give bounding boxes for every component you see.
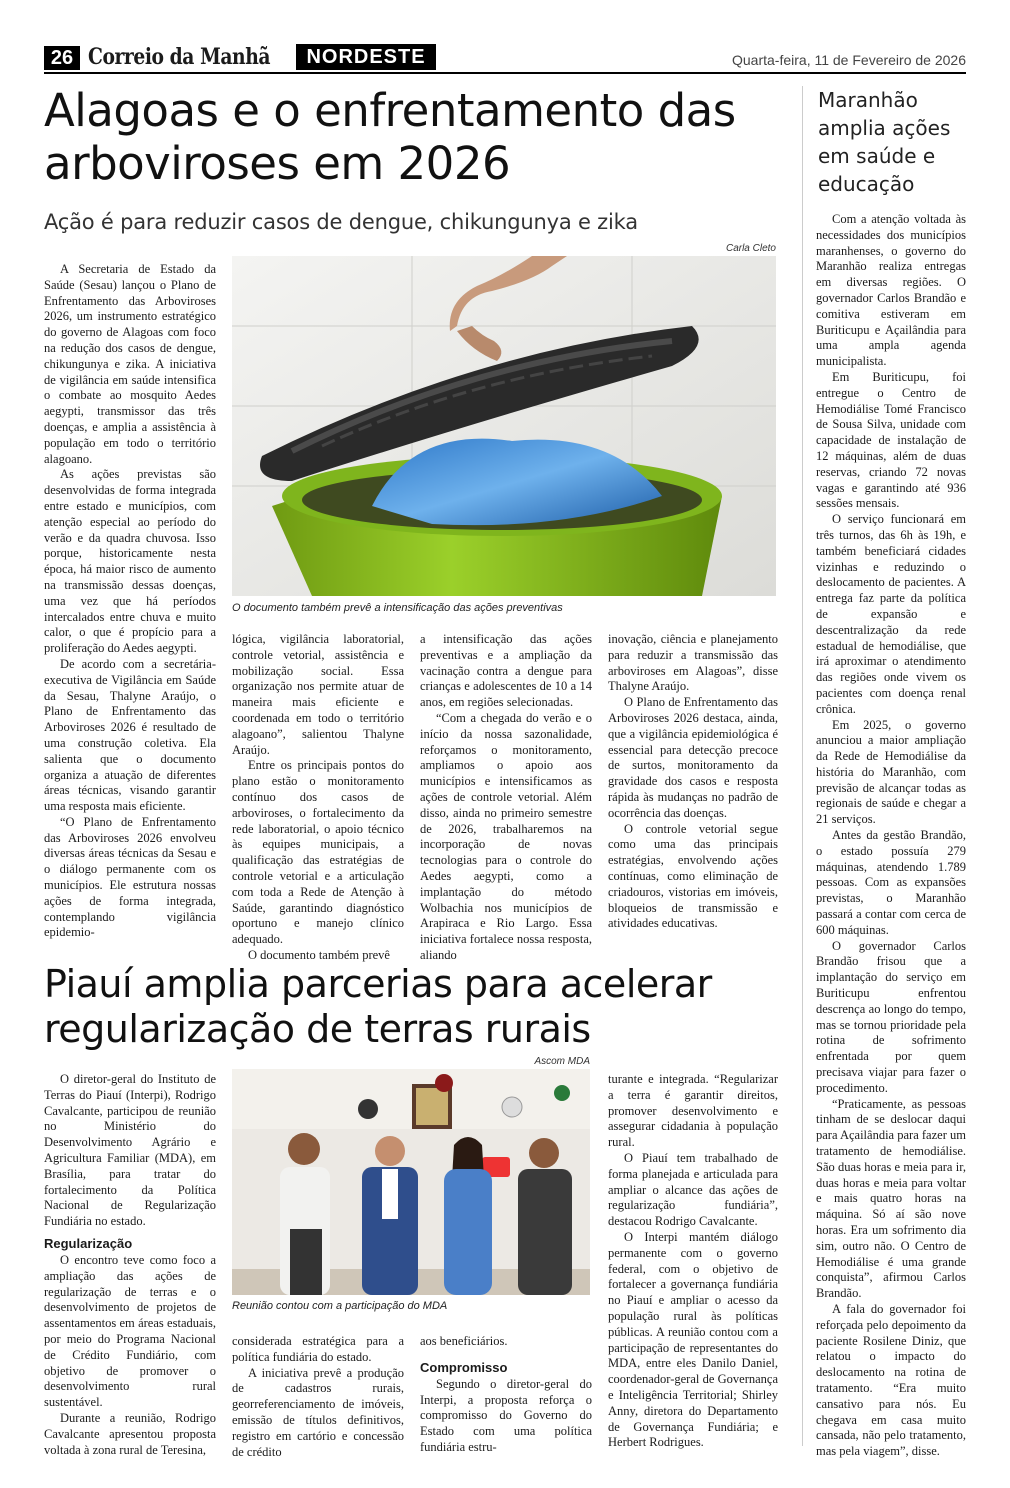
paragraph: “O Plano de Enfrentamento das Arboviroses 2026 envolveu diversas áreas técnicas da Sesau e o diálogo permanente com os municípios. Ele estrutura nossas ações de forma integrada, contemplando vigilância epidemio- xyxy=(44,814,216,940)
paragraph: O Piauí tem trabalhado de forma planejada e articulada para ampliar o alcance das ações de regularização fundiária”, destacou Rodrigo Cavalcante. xyxy=(608,1150,778,1229)
paragraph: O serviço funcionará em três turnos, das 6h às 19h, e também beneficiará cidades vizinhas e reduzindo o deslocamento de pacientes. A entrega faz parte da política de expansão e descentralização da rede estadual de hemodiálise, que irá aproximar o atendimento das regiões onde vivem os pacientes com doença renal crônica. xyxy=(816,512,966,716)
article-subheadline: Ação é para reduzir casos de dengue, chikungunya e zika xyxy=(44,210,638,234)
photo-caption-2: Reunião contou com a participação do MDA xyxy=(232,1300,448,1312)
paragraph: A iniciativa prevê a produção de cadastros rurais, georreferenciamento de imóveis, emissão de títulos definitivos, registro em cartório e concessão de crédito xyxy=(232,1365,404,1459)
newspaper-name: Correio da Manhã xyxy=(88,44,271,70)
paragraph: A Secretaria de Estado da Saúde (Sesau) lançou o Plano de Enfrentamento das Arboviroses 2026, um instrumento estratégico do governo de Alagoas com foco na redução dos casos de dengue, chikungunya e zika. A iniciativa de vigilância em saúde intensifica o combate ao mosquito Aedes aegypti, transmissor das três doenças, e amplia a assistência à população em todo o território alagoano. xyxy=(44,262,216,466)
article-column-1 xyxy=(44,262,216,941)
paragraph: considerada estratégica para a política fundiária do estado. xyxy=(232,1334,404,1364)
subhead-regularizacao: Regularização xyxy=(44,1235,133,1251)
paragraph: turante e integrada. “Regularizar a terra é garantir direitos, promover desenvolvimento e assegurar cidadania à população rural. xyxy=(608,1072,778,1150)
paragraph: O governador Carlos Brandão frisou que a implantação do serviço em Buriticupu enfrentou descrença ao longo do tempo, mas se tornou prioridade pela rotina de sofrimento enfrentada por quem precisava viajar para fazer o procedimento. xyxy=(816,938,966,1095)
paragraph: O encontro teve como foco a ampliação das ações de regularização de terras e o desenvolvimento de projetos de assentamentos em áreas estaduais, por meio do Programa Nacional de Crédito Fundiário, com objetivo de promover o desenvolvimento rural sustentável. xyxy=(44,1252,216,1410)
paragraph: A fala do governador foi reforçada pelo depoimento da paciente Rosilene Diniz, que relatou o impacto do deslocamento na rotina de tratamento. “Era muito cansativo para nós. Eu chegava em casa muito cansada, não pelo tratamento, mas pela viagem”, disse. xyxy=(816,1301,966,1459)
paragraph: Em Buriticupu, foi entregue o Centro de Hemodiálise Tomé Francisco de Sousa Silva, unidade com capacidade de instalação de 12 máquinas, além de duas reservas, criando 72 novas vagas e garantindo até 936 sessões mensais. xyxy=(816,369,966,511)
paragraph: aos beneficiários. xyxy=(420,1334,508,1348)
article-column-3 xyxy=(420,632,592,964)
paragraph: O controle vetorial segue como uma das principais estratégias, envolvendo ações contínuas, como eliminação de criadouros, vistorias em imóveis, bloqueios de transmissão e atividades educativas. xyxy=(608,821,778,931)
paragraph: De acordo com a secretária-executiva de Vigilância em Saúde da Sesau, Thalyne Araújo, o Plano de Enfrentamento das Arboviroses 2026 é resultado de uma construção coletiva. Ela salienta que o documento organiza a atuação de diferentes áreas técnicas, visando garantir uma resposta mais eficiente. xyxy=(44,656,216,814)
sidebar-column xyxy=(816,212,966,1460)
sidebar-headline: Maranhão amplia ações em saúde e educação xyxy=(818,88,951,196)
paragraph: “Com a chegada do verão e o início da nossa sazonalidade, reforçamos o monitoramento, ampliamos o apoio aos municípios e intensificamos as ações de controle vetorial. Além disso, ainda no primeiro semestre de 2026, trabalharemos na incorporação de novas tecnologias para o controle do Aedes aegypti, como a implantação do método Wolbachia nos municípios de Arapiraca e Rio Largo. Essa iniciativa fortalece nossa resposta, aliando xyxy=(420,710,592,962)
article-photo-bin xyxy=(232,256,776,596)
paragraph: inovação, ciência e planejamento para reduzir a transmissão das arboviroses em Alagoas”, disse Thalyne Araújo. xyxy=(608,632,778,694)
paragraph: Durante a reunião, Rodrigo Cavalcante apresentou proposta voltada à zona rural de Teresina, xyxy=(44,1410,216,1457)
page-number: 26 xyxy=(44,46,80,70)
issue-date: Quarta-feira, 11 de Fevereiro de 2026 xyxy=(732,52,966,68)
paragraph: O documento também prevê xyxy=(248,947,390,962)
article-column-2 xyxy=(232,632,404,964)
column-divider xyxy=(802,86,803,1446)
paragraph: O diretor-geral do Instituto de Terras do Piauí (Interpi), Rodrigo Cavalcante, participou de reunião no Ministério do Desenvolvimento Agrário e Agricultura Familiar (MDA), em Brasília, para tratar do fortalecimento da Política Nacional de Regularização Fundiária no estado. xyxy=(44,1072,216,1229)
paragraph: As ações previstas são desenvolvidas de forma integrada entre estado e municípios, com atenção especial ao período do verão e da quadra chuvosa. Isso porque, historicamente nesta época, há maior risco de aumento na transmissão dessas doenças, uma vez que há períodos intercalados entre chuva e muito calor, o que é propício para a proliferação do Aedes aegypti. xyxy=(44,467,216,656)
photo-caption: O documento também prevê a intensificação das ações preventivas xyxy=(232,602,563,614)
paragraph: Segundo o diretor-geral do Interpi, a proposta reforça o compromisso do Governo do Estado com uma política fundiária estru- xyxy=(420,1376,592,1454)
article-headline-2: Piauí amplia parcerias para acelerar regularização de terras rurais xyxy=(44,962,712,1051)
article-column-4 xyxy=(608,632,778,932)
paragraph: Com a atenção voltada às necessidades dos municípios maranhenses, o governo do Maranhão realiza entregas em diversas regiões. O governador Carlos Brandão e comitiva estiveram em Buriticupu e Açailândia para uma ampla agenda municipalista. xyxy=(816,212,966,369)
paragraph: Antes da gestão Brandão, o estado possuía 279 máquinas, atendendo 1.789 pessoas. Com as expansões previstas, o Maranhão passará a contar com cerca de 600 máquinas. xyxy=(816,828,966,937)
paragraph: “Praticamente, as pessoas tinham de se deslocar daqui para Açailândia para fazer um tratamento de hemodiálise. São duas horas e meia para ir, duas horas e meia para voltar e mais quatro horas na máquina. Só aí são nove horas. Era um sofrimento dia sim, outro não. O Centro de Hemodiálise é uma grande conquista”, afirmou Carlos Brandão. xyxy=(816,1096,966,1301)
article2-column-3 xyxy=(420,1334,592,1456)
paragraph: a intensificação das ações preventivas e a ampliação da vacinação contra a dengue para crianças e adolescentes de 10 a 14 anos, em regiões selecionadas. xyxy=(420,632,592,710)
article2-column-2 xyxy=(232,1334,404,1460)
paragraph: Entre os principais pontos do plano estão o monitoramento contínuo dos casos de arboviroses, o fortalecimento da rede laboratorial, o apoio técnico às equipes municipais, a qualificação das estratégias de controle vetorial e a articulação com toda a Rede de Atenção à Saúde, garantindo diagnóstico oportuno e manejo clínico adequado. xyxy=(232,758,404,947)
article2-column-4 xyxy=(608,1072,778,1451)
paragraph: O Interpi mantém diálogo permanente com o governo federal, com o objetivo de fortalecer a governança fundiária no Piauí e ampliar o acesso da população rural às políticas públicas. A reunião contou com a participação de representantes do MDA, entre eles Danilo Daniel, coordenador-geral de Governança e Inteligência Territorial; Shirley Anny, diretora do Departamento de Governança Fundiária; e Herbert Rodrigues. xyxy=(608,1229,778,1450)
section-label: NORDESTE xyxy=(296,44,436,70)
photo-credit-2: Ascom MDA xyxy=(534,1056,590,1067)
subhead-compromisso: Compromisso xyxy=(420,1359,508,1375)
article-headline: Alagoas e o enfrentamento das arboviroses em 2026 xyxy=(44,84,736,191)
paragraph: O Plano de Enfrentamento das Arboviroses 2026 destaca, ainda, que a vigilância epidemiológica é essencial para detecção precoce de surtos, monitoramento da gravidade dos casos e resposta rápida às mudanças no padrão de ocorrência das doenças. xyxy=(608,695,778,820)
header-rule xyxy=(44,72,966,74)
article-photo-meeting xyxy=(232,1069,590,1295)
paragraph: Em 2025, o governo anunciou a maior ampliação da Rede de Hemodiálise da história do Maranhão, com previsão de alcançar todas as regionais de saúde e chegar a 21 serviços. xyxy=(816,717,966,827)
article2-column-1 xyxy=(44,1072,216,1458)
photo-credit: Carla Cleto xyxy=(725,243,776,254)
paragraph: lógica, vigilância laboratorial, controle vetorial, assistência e mobilização social. Essa organização nos permite atuar de maneira mais eficiente e coordenada em todo o território alagoano”, salientou Thalyne Araújo. xyxy=(232,632,404,757)
